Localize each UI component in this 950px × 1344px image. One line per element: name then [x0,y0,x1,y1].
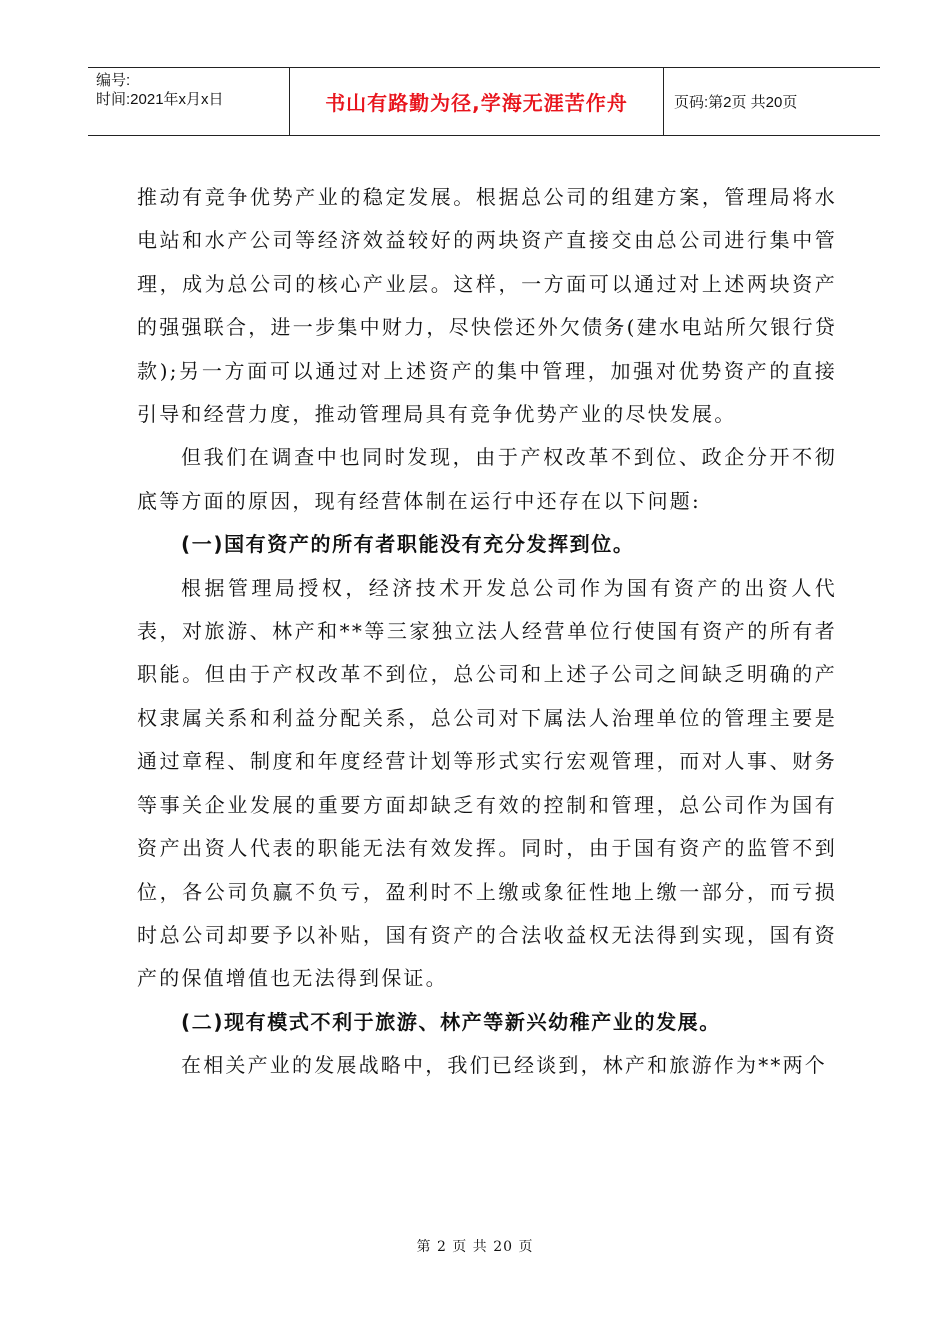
number-label: 编号: [96,72,131,89]
header-page-info: 页码:第2页 共20页 [674,94,798,111]
section-heading: (二)现有模式不利于旅游、林产等新兴幼稚产业的发展。 [181,1009,721,1034]
document-body [137,176,837,1088]
page-footer: 第 2 页 共 20 页 [416,1239,534,1255]
time-label: 时间:2021年x月x日 [96,91,224,108]
paragraph: 在相关产业的发展战略中，我们已经谈到，林产和旅游作为**两个 [181,1053,827,1078]
page-header [88,67,880,136]
paragraph: 根据管理局授权，经济技术开发总公司作为国有资产的出资人代表，对旅游、林产和**等三家独立法人经营单位行使国有资产的所有者职能。但由于产权改革不到位，总公司和上述子公司之间缺乏明确的产权隶属关系和利益分配关系，总公司对下属法人治理单位的管理主要是通过章程、制度和年度经营计划等形式实行宏观管理，而对人事、财务等事关企业发展的重要方面却缺乏有效的控制和管理，总公司作为国有资产出资人代表的职能无法有效发挥。同时，由于国有资产的监管不到位，各公司负赢不负亏，盈利时不上缴或象征性地上缴一部分，而亏损时总公司却要予以补贴，国有资产的合法收益权无法得到实现，国有资产的保值增值也无法得到保证。 [137,575,837,991]
section-heading: (一)国有资产的所有者职能没有充分发挥到位。 [181,532,635,557]
header-motto: 书山有路勤为径,学海无涯苦作舟 [290,68,664,135]
paragraph: 推动有竞争优势产业的稳定发展。根据总公司的组建方案，管理局将水电站和水产公司等经济效益较好的两块资产直接交由总公司进行集中管理，成为总公司的核心产业层。这样，一方面可以通过对上述两块资产的强强联合，进一步集中财力，尽快偿还外欠债务(建水电站所欠银行贷款);另一方面可以通过对上述资产的集中管理，加强对优势资产的直接引导和经营力度，推动管理局具有竞争优势产业的尽快发展。 [137,185,837,427]
header-meta [88,68,290,135]
paragraph: 但我们在调查中也同时发现，由于产权改革不到位、政企分开不彻底等方面的原因，现有经营体制在运行中还存在以下问题: [137,445,837,513]
